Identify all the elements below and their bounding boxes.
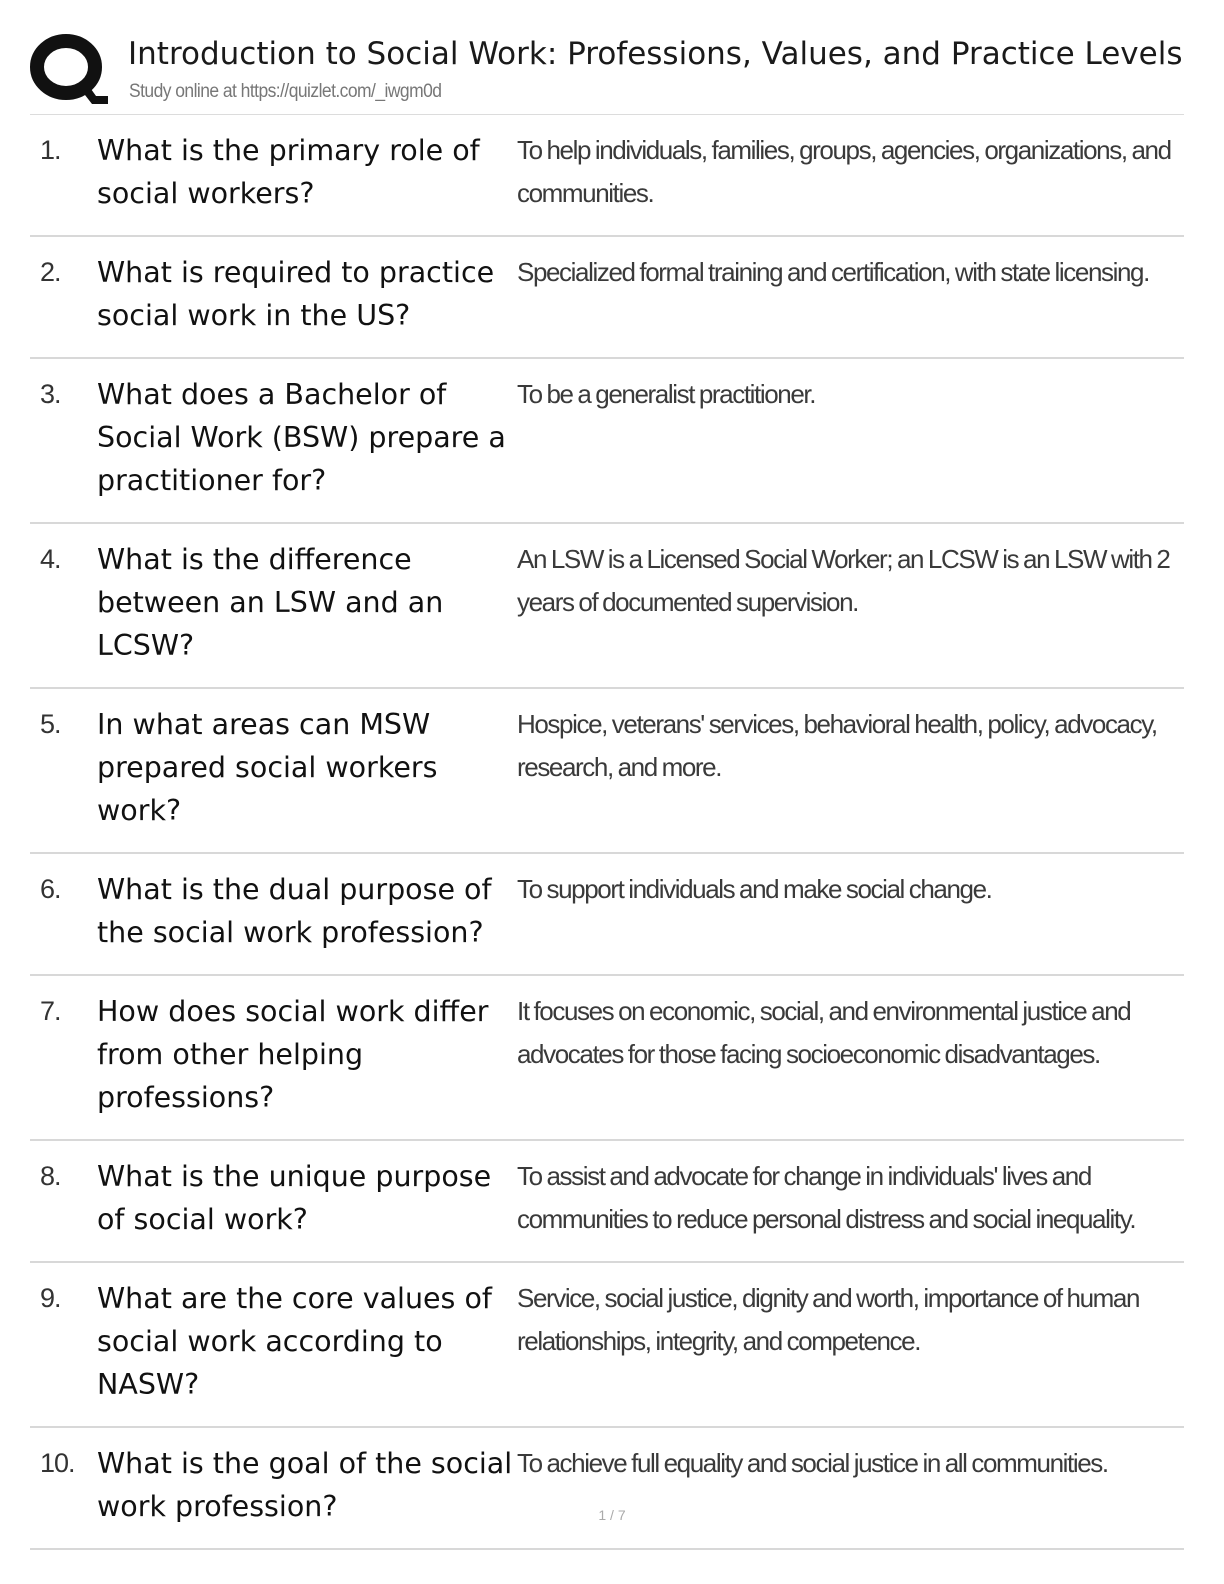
- card-term: What are the core values of social work according to NASW?: [97, 1282, 492, 1401]
- card-term: What is the primary role of social workers?: [97, 134, 480, 210]
- card-term: What is the unique purpose of social work?: [97, 1160, 492, 1236]
- card-number: 10.: [40, 1448, 75, 1478]
- card-number: 3.: [40, 379, 61, 409]
- card-number: 7.: [40, 996, 61, 1026]
- flashcard-row: [30, 689, 1184, 854]
- flashcard-row: [30, 524, 1184, 689]
- card-definition: To assist and advocate for change in individuals' lives and communities to reduce personal distress and social inequality.: [517, 1161, 1136, 1234]
- card-number: 2.: [40, 257, 61, 287]
- flashcard-row: [30, 854, 1184, 976]
- card-term: What does a Bachelor of Social Work (BSW) prepare a practitioner for?: [97, 378, 506, 497]
- card-definition: To achieve full equality and social justice in all communities.: [517, 1448, 1108, 1478]
- flashcard-row: [30, 115, 1184, 237]
- card-definition: To be a generalist practitioner.: [517, 379, 816, 409]
- card-term: What is the difference between an LSW and an LCSW?: [97, 543, 444, 662]
- flashcard-row: [30, 1428, 1184, 1550]
- card-definition: Hospice, veterans' services, behavioral health, policy, advocacy, research, and more.: [517, 709, 1157, 782]
- study-online-link[interactable]: Study online at https://quizlet.com/_iwgm0d: [129, 81, 442, 102]
- card-term: What is required to practice social work in the US?: [97, 256, 495, 332]
- card-definition: Specialized formal training and certification, with state licensing.: [517, 257, 1149, 287]
- card-number: 6.: [40, 874, 61, 904]
- flashcard-row: [30, 1141, 1184, 1263]
- card-number: 4.: [40, 544, 61, 574]
- card-term: What is the dual purpose of the social work profession?: [97, 873, 492, 949]
- flashcard-row: [30, 237, 1184, 359]
- card-term: What is the goal of the social work profession?: [97, 1447, 513, 1523]
- card-definition: Service, social justice, dignity and worth, importance of human relationships, integrity, and competence.: [517, 1283, 1140, 1356]
- card-definition: To support individuals and make social change.: [517, 874, 992, 904]
- flashcard-row: [30, 359, 1184, 524]
- card-definition: It focuses on economic, social, and environmental justice and advocates for those facing socioeconomic disadvantages.: [517, 996, 1131, 1069]
- page-number: 1 / 7: [598, 1507, 626, 1523]
- card-number: 8.: [40, 1161, 61, 1191]
- card-number: 1.: [40, 135, 61, 165]
- card-term: How does social work differ from other helping professions?: [97, 995, 489, 1114]
- flashcard-row: [30, 1263, 1184, 1428]
- card-number: 5.: [40, 709, 61, 739]
- document-title: Introduction to Social Work: Professions, Values, and Practice Levels: [128, 36, 1183, 72]
- flashcard-list: [30, 115, 1184, 1550]
- card-definition: To help individuals, families, groups, agencies, organizations, and communities.: [517, 135, 1171, 208]
- quizlet-q-logo-icon: [30, 30, 108, 108]
- document-header: [30, 28, 1184, 114]
- card-definition: An LSW is a Licensed Social Worker; an LCSW is an LSW with 2 years of documented supervision.: [517, 544, 1170, 617]
- card-term: In what areas can MSW prepared social workers work?: [97, 708, 438, 827]
- flashcard-row: [30, 976, 1184, 1141]
- card-number: 9.: [40, 1283, 61, 1313]
